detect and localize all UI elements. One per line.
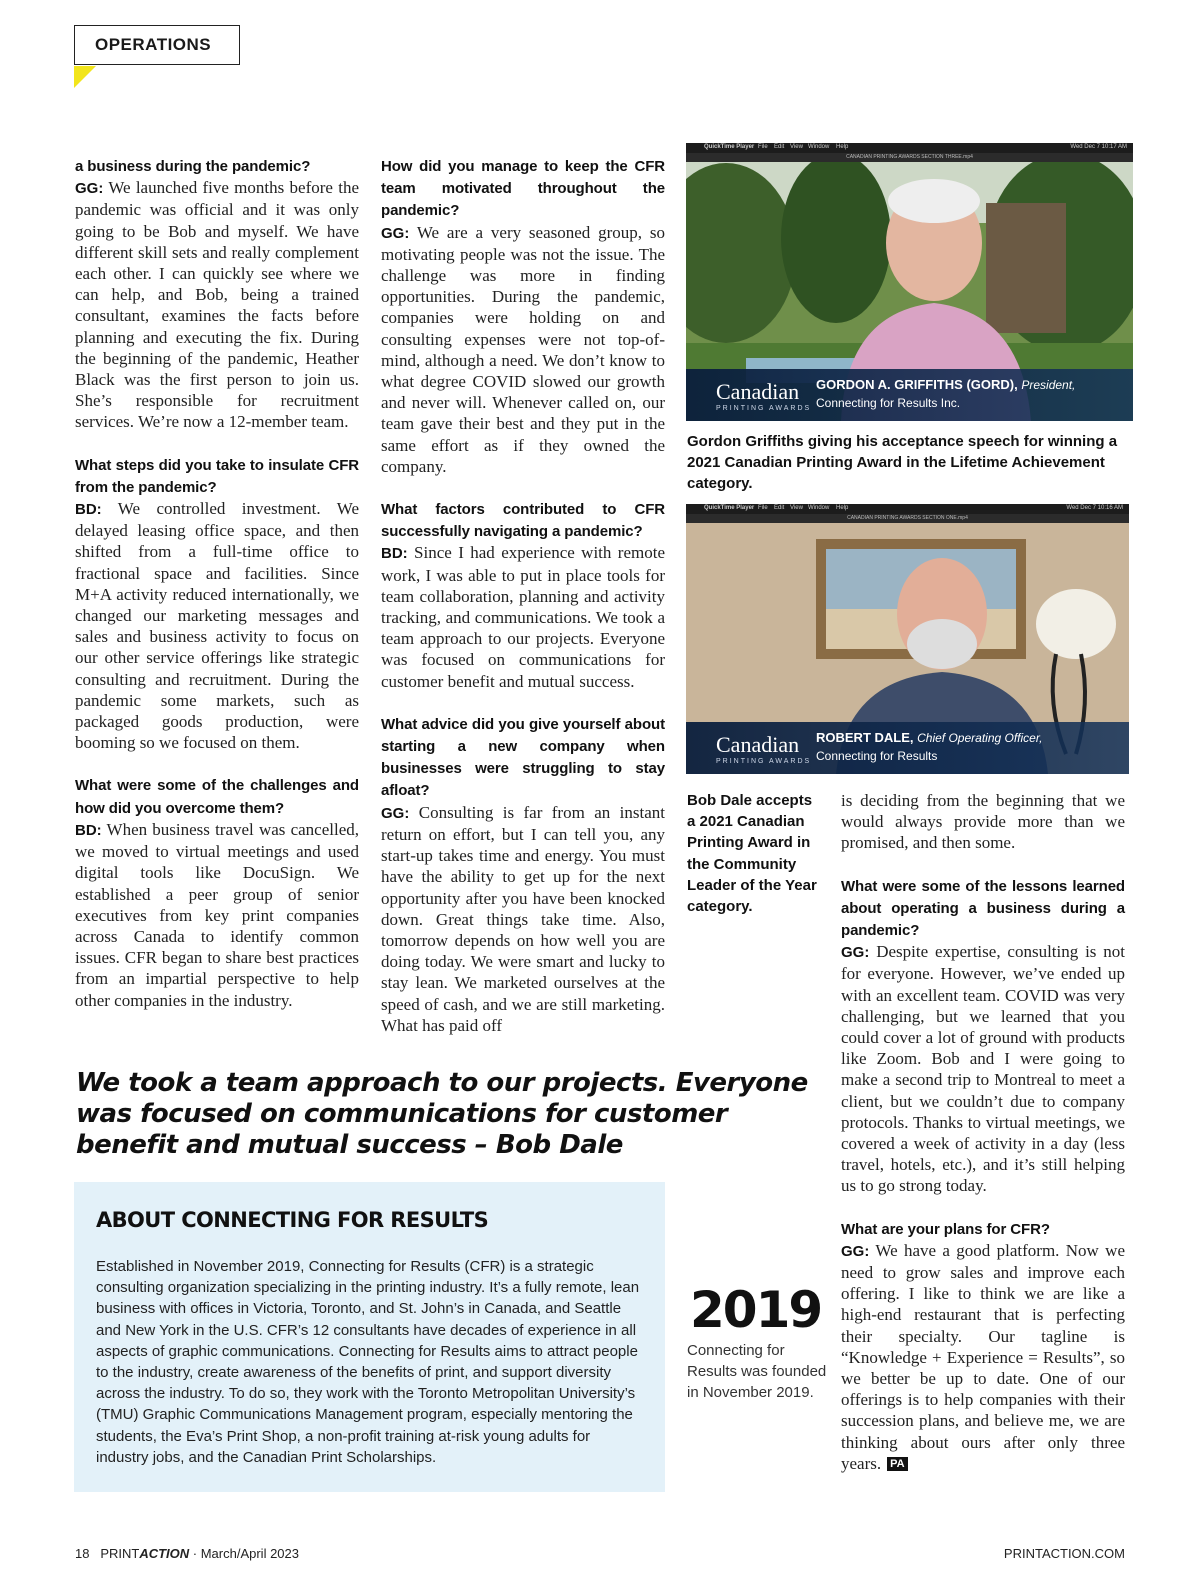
answer-text: We launched five months before the pandemic was official and it was only going to be Bob and myself. We have different skill sets and really complement each other. I can quickly see where we can help, and Bob, being a trained consultant, examines the facts before planning and executing the fix. During the beginning of the pandemic, Heather Black was the first person to join us. She’s responsible for recruitment services. We’re now a 12-member team. xyxy=(75,178,359,432)
person-name: GORDON A. GRIFFITHS (GORD), xyxy=(816,377,1018,392)
menu-item: View xyxy=(790,505,803,511)
question-heading: What were some of the lessons learned about operating a business during a pandemic? xyxy=(841,877,1125,940)
answer-text: We controlled investment. We delayed leasing office space, and then shifted from a full-time office to fractional space and facilities. Since M+A activity reduced internationally, we changed our marketing messages and sales and business activity to focus on our other service offerings like strategic consulting and recruitment. During the pandemic some markets, such as packaged goods production, were booming so we focused on them. xyxy=(75,499,359,753)
photo-gordon-griffiths xyxy=(686,143,1133,421)
about-text: Established in November 2019, Connecting for Results (CFR) is a strategic consulting organization specializing in the printing industry. It’s a fully remote, lean business with offices in Victoria, Toronto, and St. John’s in Canada, and Seattle and New York in the U.S. CFR’s 12 consultants have decades of experience in all aspects of graphic communications. Connecting for Results aims to attract people to the industry, create awareness of the benefits of print, and support diversity across the industry. To do so, they work with the Toronto Metropolitan University’s (TMU) Graphic Communications Management program, especially mentoring the students, the Eva’s Print Shop, a non-profit training at-risk young adults for industry jobs, and the Canadian Print Scholarships. xyxy=(96,1258,640,1466)
speaker-initials: GG: xyxy=(75,180,104,198)
speaker-initials: GG: xyxy=(381,804,410,822)
person-role: President, xyxy=(1021,378,1076,392)
section-tag: OPERATIONS xyxy=(74,25,240,65)
speaker-initials: BD: xyxy=(75,501,102,519)
photo-caption: Gordon Griffiths giving his acceptance speech for winning a 2021 Canadian Printing Award in the Lifetime Achievement category. xyxy=(687,433,1118,493)
question-heading: What steps did you take to insulate CFR from the pandemic? xyxy=(75,456,359,496)
award-logo-subtext: PRINTING AWARDS xyxy=(716,405,812,412)
person-name: ROBERT DALE, xyxy=(816,730,914,745)
answer-text: is deciding from the beginning that we would always provide more than we promised, and then some. xyxy=(841,791,1125,853)
answer-text: We are a very seasoned group, so motivating people was not the issue. The challenge was more in finding opportunities. During the pandemic, companies were holding on and consulting expenses were not top-of-mind, although a need. We don’t know to what degree COVID slowed our growth and never will. Whenever called on, our team gave their best and they put in the same effort as if they owned the company. xyxy=(381,222,665,476)
about-title: ABOUT CONNECTING FOR RESULTS xyxy=(96,1208,489,1232)
question-heading: What factors contributed to CFR successfully navigating a pandemic? xyxy=(381,501,665,541)
speaker-initials: GG: xyxy=(381,224,410,242)
menu-item: Edit xyxy=(774,144,785,150)
menu-bar xyxy=(686,143,1133,153)
column-1 xyxy=(75,155,359,1011)
answer-text: Since I had experience with remote work, I was able to put in place tools for team collaboration, planning and activity tracking, and communications. We took a team approach to our projects. Everyone was focused on communications for customer benefit and mutual success. xyxy=(381,543,665,691)
brand-print: PRINT xyxy=(100,1546,140,1561)
issue-date: · March/April 2023 xyxy=(192,1546,299,1561)
answer-text: Consulting is far from an instant return on effort, but I can tell you, any start-up takes time and energy. You must have the ability to get up for the next opportunity after you have been knocked down. Great things take time. Also, tomorrow depends on how well you are doing today. We were smart and lucky to stay lean. We marketed ourselves at the speed of cash, and we are still marketing. What has paid off xyxy=(381,802,665,1035)
answer-text: We have a good platform. Now we need to grow sales and improve each offering. I like to think we are like a high-end restaurant that is perfecting their specialty. Our tagline is “Knowledge + Experience = Results”, so we better be up to date. One of our offerings is to help companies with their succession plans, and believe me, we are thinking about ours after only three years. xyxy=(841,1240,1125,1473)
end-mark: PA xyxy=(887,1457,907,1471)
award-logo xyxy=(716,379,811,412)
brand-action: ACTION xyxy=(139,1546,190,1561)
menu-item: View xyxy=(790,144,803,150)
menu-item: Window xyxy=(808,505,830,511)
lower-third-org: Connecting for Results Inc. xyxy=(816,396,961,410)
menu-clock: Wed Dec 7 10:17 AM xyxy=(1070,144,1127,150)
menu-app: QuickTime Player xyxy=(704,505,755,511)
question-heading: How did you manage to keep the CFR team motivated throughout the pandemic? xyxy=(381,158,665,220)
answer-text: When business travel was cancelled, we moved to virtual meetings and used digital tools like DocuSign. We established a peer group of senior executives from key print companies across Canada to identify common issues. CFR began to share best practices from an impartial perspective to help other companies in the industry. xyxy=(75,819,359,1010)
menu-item: Help xyxy=(836,505,849,511)
person-role: Chief Operating Officer, xyxy=(917,731,1043,745)
stat-year: 2019 xyxy=(690,1281,822,1339)
speaker-initials: BD: xyxy=(75,821,102,839)
photo-robert-dale xyxy=(686,504,1129,774)
answer-text: Despite expertise, consulting is not for everyone. However, we’ve ended up with an excellent team. COVID was very challenging, but we learned that you could cover a lot of ground with products like Zoom. Bob and I were going to make a second trip to Montreal to meet a client, but we couldn’t due to company protocols. Thanks to virtual meetings, we covered a week of activity in a day (less travel, hotels, etc.), and it’s still helping us to go strong today. xyxy=(841,942,1125,1196)
speaker-initials: BD: xyxy=(381,545,408,563)
about-box xyxy=(74,1182,665,1492)
footer-left xyxy=(75,1546,299,1561)
question-heading: What are your plans for CFR? xyxy=(841,1220,1050,1238)
menu-app: QuickTime Player xyxy=(704,144,755,150)
menu-item: Window xyxy=(808,144,830,150)
speaker-initials: GG: xyxy=(841,1242,870,1260)
column-2 xyxy=(381,155,665,1036)
lower-third-name xyxy=(816,730,1043,745)
speaker-initials: GG: xyxy=(841,944,870,962)
page-number: 18 xyxy=(75,1546,90,1561)
section-tag-corner xyxy=(74,66,96,88)
menu-item: File xyxy=(758,144,768,150)
award-logo-text: Canadian xyxy=(716,732,800,757)
question-heading: What advice did you give yourself about starting a new company when businesses were struggling to stay afloat? xyxy=(381,715,665,800)
menu-item: Help xyxy=(836,144,849,150)
menu-bar xyxy=(686,504,1129,514)
stat-caption: Connecting for Results was founded in November 2019. xyxy=(687,1342,827,1402)
award-logo xyxy=(716,732,811,765)
lower-third-org: Connecting for Results xyxy=(816,749,938,763)
question-heading: What were some of the challenges and how did you overcome them? xyxy=(75,777,359,817)
footer-site: PRINTACTION.COM xyxy=(1003,1546,1125,1561)
window-title: CANADIAN PRINTING AWARDS SECTION ONE.mp4 xyxy=(686,514,1129,523)
column-3 xyxy=(841,790,1125,1474)
award-logo-subtext: PRINTING AWARDS xyxy=(716,758,812,765)
lower-third-name xyxy=(816,377,1075,392)
lower-third xyxy=(686,369,1133,421)
lower-third xyxy=(686,722,1129,774)
menu-clock: Wed Dec 7 10:16 AM xyxy=(1066,505,1123,511)
window-title: CANADIAN PRINTING AWARDS SECTION THREE.mp4 xyxy=(686,153,1133,162)
question-heading: a business during the pandemic? xyxy=(75,158,311,175)
pull-quote: We took a team approach to our projects. Everyone was focused on communications for customer benefit and mutual success – Bob Dale xyxy=(76,1068,808,1160)
photo-caption: Bob Dale accepts a 2021 Canadian Printing Award in the Community Leader of the Year category. xyxy=(687,792,817,916)
menu-item: Edit xyxy=(774,505,785,511)
award-logo-text: Canadian xyxy=(716,379,800,404)
menu-item: File xyxy=(758,505,768,511)
